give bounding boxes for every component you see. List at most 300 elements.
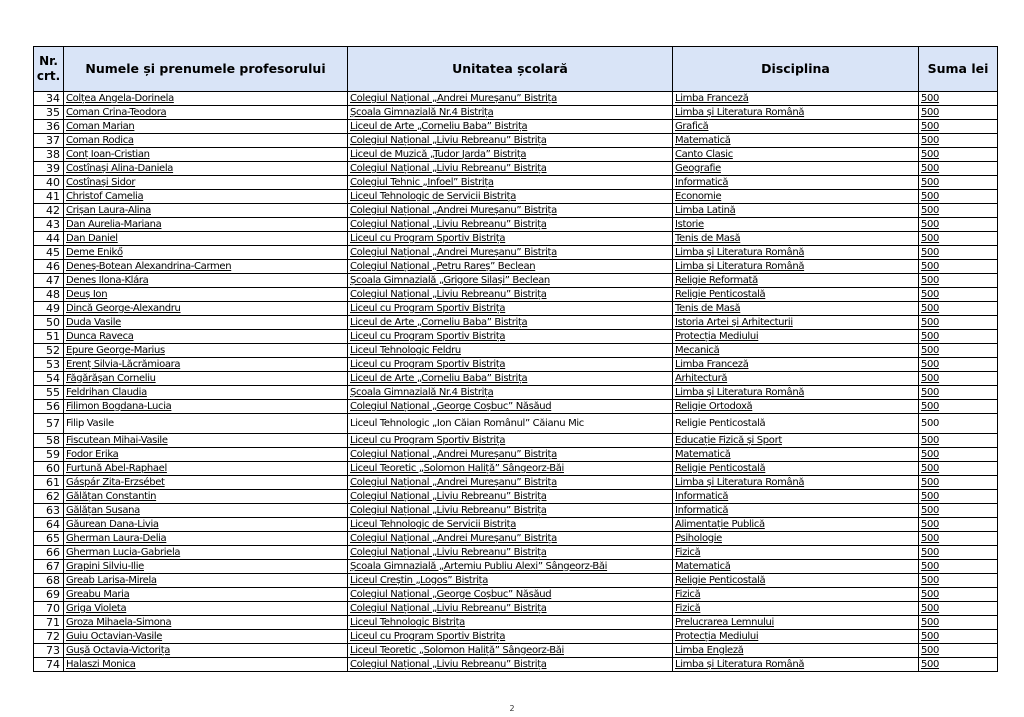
cell-nr	[34, 106, 64, 120]
cell-discipline-text: Limba și Literatura Română	[675, 246, 805, 258]
cell-teacher-name	[64, 134, 348, 148]
cell-nr	[34, 602, 64, 616]
cell-discipline	[673, 560, 919, 574]
cell-nr	[34, 588, 64, 602]
cell-sum	[919, 372, 998, 386]
cell-teacher-name	[64, 504, 348, 518]
cell-school-unit-text: Colegiul Național „Andrei Mureșanu” Bistrița	[350, 476, 557, 488]
cell-teacher-name	[64, 288, 348, 302]
cell-nr-text: 74	[46, 657, 60, 671]
cell-teacher-name-text: Dincă George-Alexandru	[66, 302, 181, 314]
cell-sum	[919, 490, 998, 504]
cell-school-unit-text: Liceul Tehnologic „Ion Căian Românul” Căianu Mic	[350, 417, 584, 429]
cell-discipline	[673, 106, 919, 120]
cell-school-unit	[348, 330, 673, 344]
cell-sum-text: 500	[921, 658, 940, 670]
cell-sum-text: 500	[921, 302, 940, 314]
cell-discipline-text: Educație Fizică și Sport	[675, 434, 782, 446]
cell-school-unit-text: Liceul Teoretic „Solomon Haliță” Sângeorz-Băi	[350, 644, 564, 656]
cell-sum-text: 500	[921, 232, 940, 244]
cell-teacher-name-text: Crișan Laura-Alina	[66, 204, 151, 216]
cell-school-unit	[348, 462, 673, 476]
cell-discipline	[673, 532, 919, 546]
cell-discipline-text: Limba și Literatura Română	[675, 260, 805, 272]
cell-school-unit	[348, 386, 673, 400]
cell-discipline-text: Religie Ortodoxă	[675, 400, 753, 412]
table-row	[34, 232, 998, 246]
cell-nr-text: 67	[46, 559, 60, 573]
cell-teacher-name	[64, 246, 348, 260]
cell-discipline-text: Canto Clasic	[675, 148, 733, 160]
table-row	[34, 414, 998, 434]
cell-discipline-text: Religie Penticostală	[675, 462, 766, 474]
cell-nr-text: 35	[46, 105, 60, 119]
cell-discipline	[673, 476, 919, 490]
cell-school-unit	[348, 504, 673, 518]
cell-nr	[34, 344, 64, 358]
cell-school-unit	[348, 316, 673, 330]
cell-school-unit-text: Școala Gimnazială Nr.4 Bistrița	[350, 386, 494, 398]
table-row	[34, 574, 998, 588]
cell-school-unit-text: Colegiul Național „Liviu Rebreanu” Bistrița	[350, 658, 547, 670]
cell-discipline	[673, 490, 919, 504]
cell-teacher-name	[64, 658, 348, 672]
cell-sum-text: 500	[921, 630, 940, 642]
cell-sum	[919, 560, 998, 574]
table-row	[34, 546, 998, 560]
cell-school-unit	[348, 204, 673, 218]
cell-school-unit	[348, 490, 673, 504]
cell-school-unit	[348, 120, 673, 134]
cell-teacher-name-text: Griga Violeta	[66, 602, 127, 614]
cell-nr	[34, 120, 64, 134]
cell-teacher-name-text: Grapini Silviu-Ilie	[66, 560, 144, 572]
cell-teacher-name-text: Guiu Octavian-Vasile	[66, 630, 163, 642]
cell-discipline-text: Limba și Literatura Română	[675, 386, 805, 398]
cell-discipline	[673, 574, 919, 588]
cell-sum	[919, 190, 998, 204]
cell-school-unit-text: Colegiul Național „Andrei Mureșanu” Bistrița	[350, 448, 557, 460]
cell-nr	[34, 616, 64, 630]
cell-teacher-name-text: Coman Rodica	[66, 134, 134, 146]
cell-sum	[919, 232, 998, 246]
cell-discipline	[673, 246, 919, 260]
cell-nr-text: 71	[46, 615, 60, 629]
cell-sum	[919, 588, 998, 602]
table-row	[34, 644, 998, 658]
cell-school-unit-text: Liceul cu Program Sportiv Bistrița	[350, 434, 506, 446]
cell-discipline	[673, 616, 919, 630]
cell-teacher-name-text: Christof Camelia	[66, 190, 144, 202]
cell-school-unit-text: Colegiul Național „Liviu Rebreanu” Bistrița	[350, 602, 547, 614]
cell-school-unit-text: Colegiul Național „Liviu Rebreanu” Bistrița	[350, 504, 547, 516]
cell-school-unit	[348, 400, 673, 414]
cell-sum	[919, 602, 998, 616]
cell-sum	[919, 204, 998, 218]
cell-school-unit	[348, 518, 673, 532]
cell-school-unit-text: Școala Gimnazială „Artemiu Publiu Alexi” Sângeorz-Băi	[350, 560, 608, 572]
table-row	[34, 344, 998, 358]
cell-teacher-name	[64, 560, 348, 574]
cell-nr	[34, 190, 64, 204]
cell-discipline-text: Arhitectură	[675, 372, 728, 384]
cell-nr	[34, 162, 64, 176]
cell-nr-text: 57	[46, 416, 60, 430]
cell-discipline-text: Limba și Literatura Română	[675, 658, 805, 670]
cell-discipline	[673, 190, 919, 204]
cell-sum-text: 500	[921, 358, 940, 370]
cell-nr-text: 52	[46, 343, 60, 357]
cell-sum	[919, 358, 998, 372]
cell-discipline-text: Limba Franceză	[675, 358, 749, 370]
table-row	[34, 288, 998, 302]
cell-nr	[34, 260, 64, 274]
cell-teacher-name-text: Dunca Raveca	[66, 330, 134, 342]
cell-discipline	[673, 134, 919, 148]
cell-discipline	[673, 602, 919, 616]
cell-sum-text: 500	[921, 490, 940, 502]
cell-discipline	[673, 372, 919, 386]
cell-sum-text: 500	[921, 448, 940, 460]
cell-school-unit	[348, 218, 673, 232]
cell-discipline	[673, 344, 919, 358]
table-row	[34, 260, 998, 274]
cell-discipline	[673, 588, 919, 602]
cell-sum	[919, 92, 998, 106]
cell-teacher-name-text: Fodor Erika	[66, 448, 119, 460]
cell-sum-text: 500	[921, 218, 940, 230]
table-row	[34, 330, 998, 344]
cell-discipline	[673, 92, 919, 106]
cell-teacher-name-text: Gălățan Susana	[66, 504, 140, 516]
header-nr-crt: Nr. crt.	[34, 47, 64, 92]
cell-discipline-text: Fizică	[675, 588, 701, 600]
cell-school-unit	[348, 588, 673, 602]
cell-teacher-name	[64, 106, 348, 120]
cell-discipline-text: Limba Engleză	[675, 644, 744, 656]
table-row	[34, 246, 998, 260]
cell-nr	[34, 288, 64, 302]
cell-school-unit	[348, 644, 673, 658]
cell-discipline-text: Grafică	[675, 120, 709, 132]
cell-discipline-text: Limba și Literatura Română	[675, 476, 805, 488]
cell-school-unit-text: Liceul Creștin „Logos” Bistrița	[350, 574, 488, 586]
table-row	[34, 92, 998, 106]
cell-teacher-name-text: Halaszi Monica	[66, 658, 136, 670]
cell-nr	[34, 560, 64, 574]
cell-teacher-name	[64, 414, 348, 434]
cell-sum-text: 500	[921, 134, 940, 146]
cell-school-unit	[348, 574, 673, 588]
cell-nr-text: 46	[46, 259, 60, 273]
cell-teacher-name	[64, 344, 348, 358]
cell-sum	[919, 162, 998, 176]
cell-teacher-name-text: Conț Ioan-Cristian	[66, 148, 150, 160]
cell-school-unit	[348, 358, 673, 372]
cell-teacher-name	[64, 176, 348, 190]
cell-discipline	[673, 448, 919, 462]
cell-discipline	[673, 546, 919, 560]
cell-teacher-name	[64, 358, 348, 372]
cell-school-unit	[348, 560, 673, 574]
cell-nr	[34, 92, 64, 106]
cell-discipline	[673, 504, 919, 518]
cell-discipline	[673, 400, 919, 414]
table-row	[34, 358, 998, 372]
cell-nr	[34, 546, 64, 560]
cell-sum-text: 500	[921, 148, 940, 160]
cell-discipline-text: Matematică	[675, 448, 731, 460]
cell-school-unit-text: Liceul Tehnologic Feldru	[350, 344, 461, 356]
table-row	[34, 658, 998, 672]
cell-discipline	[673, 288, 919, 302]
table-row	[34, 162, 998, 176]
table-row	[34, 490, 998, 504]
cell-teacher-name	[64, 546, 348, 560]
cell-school-unit-text: Colegiul Național „Andrei Mureșanu” Bistrița	[350, 92, 557, 104]
cell-sum-text: 500	[921, 574, 940, 586]
cell-teacher-name	[64, 190, 348, 204]
cell-nr	[34, 302, 64, 316]
cell-nr	[34, 448, 64, 462]
cell-discipline-text: Religie Penticostală	[675, 288, 766, 300]
cell-nr	[34, 490, 64, 504]
cell-school-unit	[348, 288, 673, 302]
table-row	[34, 630, 998, 644]
cell-sum-text: 500	[921, 616, 940, 628]
cell-sum	[919, 274, 998, 288]
cell-teacher-name	[64, 518, 348, 532]
cell-school-unit-text: Colegiul Național „George Coșbuc” Năsăud	[350, 400, 552, 412]
cell-nr-text: 70	[46, 601, 60, 615]
cell-sum	[919, 574, 998, 588]
cell-nr	[34, 274, 64, 288]
cell-teacher-name	[64, 386, 348, 400]
cell-discipline	[673, 218, 919, 232]
cell-teacher-name	[64, 162, 348, 176]
cell-nr-text: 54	[46, 371, 60, 385]
header-school-unit: Unitatea școlară	[348, 47, 673, 92]
table-header-row	[34, 47, 998, 92]
cell-teacher-name-text: Deneș-Botean Alexandrina-Carmen	[66, 260, 232, 272]
header-sum-lei: Suma lei	[919, 47, 998, 92]
cell-teacher-name-text: Coman Crina-Teodora	[66, 106, 167, 118]
cell-nr-text: 69	[46, 587, 60, 601]
cell-discipline-text: Fizică	[675, 602, 701, 614]
header-discipline: Disciplina	[673, 47, 919, 92]
cell-sum-text: 500	[921, 204, 940, 216]
cell-teacher-name	[64, 372, 348, 386]
cell-nr-text: 45	[46, 245, 60, 259]
cell-nr-text: 53	[46, 357, 60, 371]
cell-sum-text: 500	[921, 246, 940, 258]
cell-sum	[919, 518, 998, 532]
cell-school-unit-text: Liceul cu Program Sportiv Bistrița	[350, 330, 506, 342]
cell-school-unit-text: Liceul Teoretic „Solomon Haliță” Sângeorz-Băi	[350, 462, 564, 474]
cell-teacher-name-text: Gherman Lucia-Gabriela	[66, 546, 181, 558]
cell-nr	[34, 434, 64, 448]
cell-sum	[919, 302, 998, 316]
cell-sum-text: 500	[921, 602, 940, 614]
cell-sum	[919, 532, 998, 546]
teachers-table	[33, 46, 998, 672]
cell-school-unit-text: Liceul cu Program Sportiv Bistrița	[350, 302, 506, 314]
cell-nr-text: 43	[46, 217, 60, 231]
cell-discipline	[673, 358, 919, 372]
cell-sum	[919, 288, 998, 302]
cell-sum	[919, 630, 998, 644]
table-row	[34, 560, 998, 574]
cell-teacher-name-text: Erenț Silvia-Lăcrămioara	[66, 358, 181, 370]
cell-sum-text: 500	[921, 400, 940, 412]
cell-nr	[34, 386, 64, 400]
cell-sum-text: 500	[921, 274, 940, 286]
cell-sum	[919, 546, 998, 560]
table-row	[34, 372, 998, 386]
cell-nr-text: 65	[46, 531, 60, 545]
cell-sum-text: 500	[921, 120, 940, 132]
cell-nr-text: 68	[46, 573, 60, 587]
cell-school-unit-text: Liceul cu Program Sportiv Bistrița	[350, 358, 506, 370]
table-row	[34, 588, 998, 602]
table-row	[34, 218, 998, 232]
cell-discipline-text: Fizică	[675, 546, 701, 558]
cell-sum-text: 500	[921, 588, 940, 600]
cell-nr-text: 38	[46, 147, 60, 161]
cell-nr	[34, 358, 64, 372]
cell-teacher-name-text: Duda Vasile	[66, 316, 121, 328]
cell-nr-text: 37	[46, 133, 60, 147]
table-row	[34, 106, 998, 120]
cell-school-unit	[348, 476, 673, 490]
cell-discipline	[673, 204, 919, 218]
table-row	[34, 134, 998, 148]
cell-teacher-name	[64, 602, 348, 616]
cell-school-unit	[348, 260, 673, 274]
cell-discipline	[673, 316, 919, 330]
cell-teacher-name-text: Filimon Bogdana-Lucia	[66, 400, 172, 412]
cell-sum-text: 500	[921, 504, 940, 516]
cell-nr	[34, 630, 64, 644]
cell-teacher-name-text: Greab Larisa-Mirela	[66, 574, 157, 586]
cell-nr-text: 59	[46, 447, 60, 461]
cell-nr	[34, 518, 64, 532]
cell-discipline-text: Limba și Literatura Română	[675, 106, 805, 118]
cell-nr-text: 44	[46, 231, 60, 245]
cell-school-unit	[348, 274, 673, 288]
cell-nr	[34, 462, 64, 476]
cell-discipline	[673, 120, 919, 134]
cell-discipline-text: Prelucrarea Lemnului	[675, 616, 774, 628]
cell-teacher-name	[64, 462, 348, 476]
cell-discipline-text: Religie Penticostală	[675, 574, 766, 586]
cell-sum	[919, 344, 998, 358]
cell-teacher-name	[64, 148, 348, 162]
cell-teacher-name	[64, 204, 348, 218]
cell-nr-text: 64	[46, 517, 60, 531]
cell-sum-text: 500	[921, 644, 940, 656]
cell-nr-text: 36	[46, 119, 60, 133]
table-row	[34, 504, 998, 518]
cell-teacher-name	[64, 616, 348, 630]
cell-nr	[34, 476, 64, 490]
cell-teacher-name	[64, 316, 348, 330]
cell-sum-text: 500	[921, 190, 940, 202]
cell-sum	[919, 462, 998, 476]
cell-teacher-name	[64, 490, 348, 504]
cell-sum	[919, 260, 998, 274]
cell-nr-text: 39	[46, 161, 60, 175]
cell-nr-text: 72	[46, 629, 60, 643]
cell-sum-text: 500	[921, 434, 940, 446]
cell-sum-text: 500	[921, 260, 940, 272]
cell-school-unit-text: Liceul Tehnologic de Servicii Bistrița	[350, 518, 516, 530]
cell-school-unit	[348, 658, 673, 672]
cell-sum	[919, 414, 998, 434]
cell-sum-text: 500	[921, 316, 940, 328]
cell-discipline	[673, 658, 919, 672]
cell-teacher-name-text: Costînași Sidor	[66, 176, 136, 188]
cell-school-unit	[348, 532, 673, 546]
cell-sum-text: 500	[921, 532, 940, 544]
cell-nr	[34, 414, 64, 434]
table-row	[34, 190, 998, 204]
cell-teacher-name-text: Găurean Dana-Livia	[66, 518, 159, 530]
cell-sum	[919, 176, 998, 190]
cell-nr	[34, 204, 64, 218]
cell-discipline-text: Geografie	[675, 162, 721, 174]
table-row	[34, 448, 998, 462]
cell-school-unit	[348, 434, 673, 448]
cell-school-unit	[348, 414, 673, 434]
table-row	[34, 148, 998, 162]
cell-nr-text: 66	[46, 545, 60, 559]
cell-discipline-text: Informatică	[675, 490, 729, 502]
cell-school-unit-text: Colegiul Național „Liviu Rebreanu” Bistrița	[350, 288, 547, 300]
cell-sum	[919, 504, 998, 518]
cell-sum-text: 500	[921, 386, 940, 398]
cell-discipline	[673, 302, 919, 316]
cell-teacher-name	[64, 588, 348, 602]
cell-sum	[919, 134, 998, 148]
cell-sum	[919, 330, 998, 344]
cell-sum	[919, 400, 998, 414]
table-row	[34, 274, 998, 288]
cell-discipline-text: Economie	[675, 190, 722, 202]
cell-nr	[34, 176, 64, 190]
cell-discipline-text: Informatică	[675, 504, 729, 516]
cell-nr	[34, 330, 64, 344]
cell-school-unit-text: Colegiul Național „Liviu Rebreanu” Bistrița	[350, 134, 547, 146]
cell-teacher-name-text: Gușă Octavia-Victorița	[66, 644, 171, 656]
cell-teacher-name-text: Costînași Alina-Daniela	[66, 162, 174, 174]
cell-sum-text: 500	[921, 106, 940, 118]
cell-teacher-name-text: Deuș Ion	[66, 288, 108, 300]
cell-sum-text: 500	[921, 560, 940, 572]
table-row	[34, 120, 998, 134]
table-row	[34, 434, 998, 448]
cell-discipline-text: Istoria Artei și Arhitecturii	[675, 316, 793, 328]
cell-nr-text: 61	[46, 475, 60, 489]
cell-teacher-name	[64, 232, 348, 246]
cell-sum	[919, 448, 998, 462]
cell-teacher-name	[64, 92, 348, 106]
cell-nr	[34, 372, 64, 386]
table-row	[34, 204, 998, 218]
cell-discipline	[673, 434, 919, 448]
cell-teacher-name-text: Colțea Angela-Dorinela	[66, 92, 174, 104]
table-row	[34, 532, 998, 546]
